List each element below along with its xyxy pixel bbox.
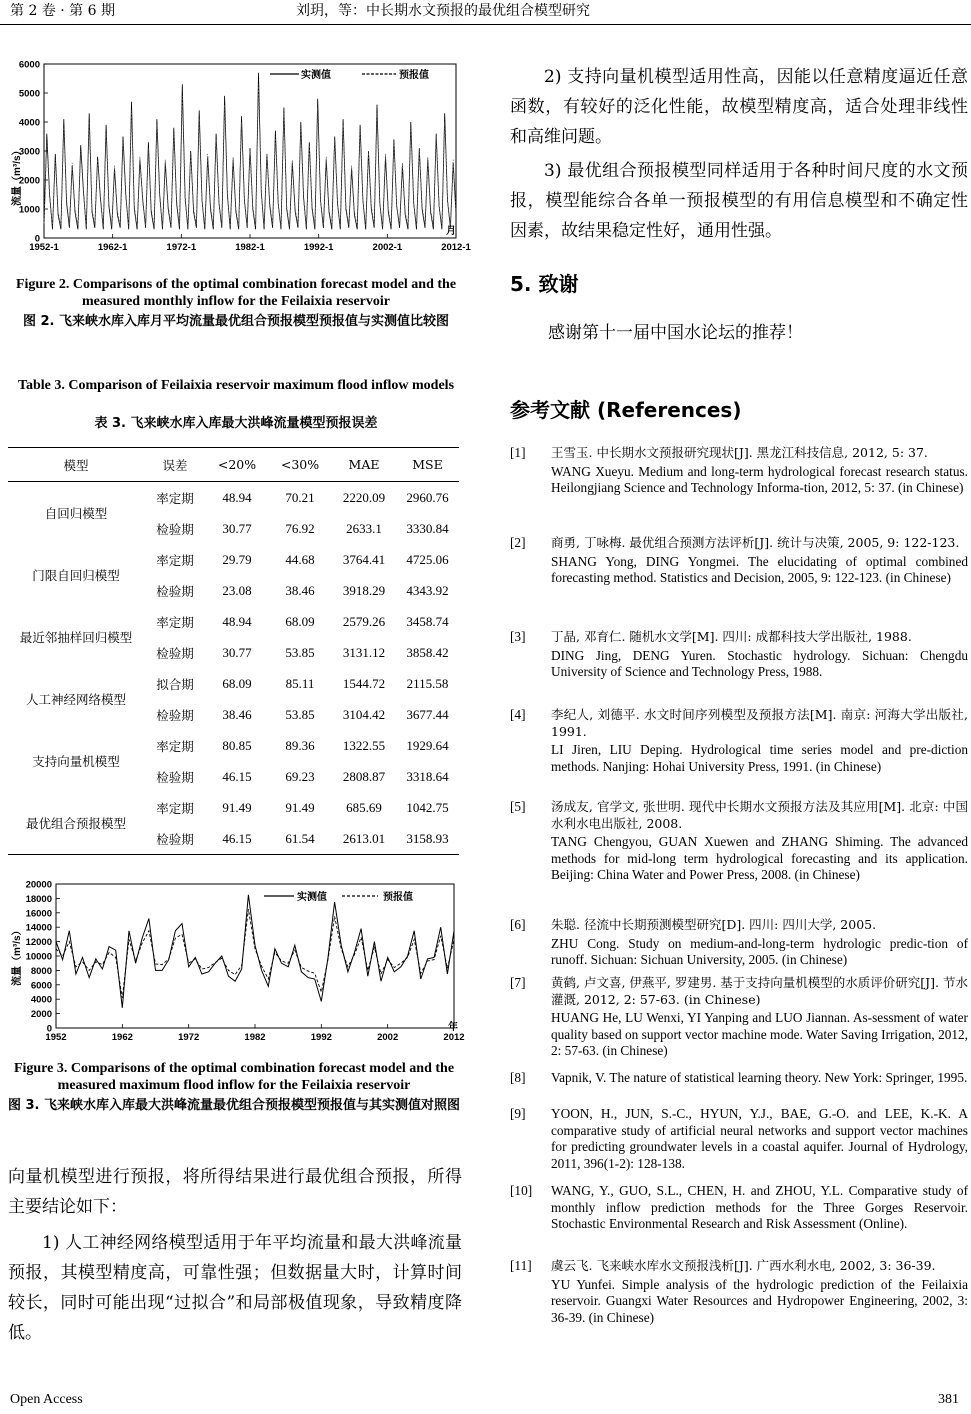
- reference-number: [4]: [510, 707, 526, 722]
- table3-period-cell: 检验期: [156, 707, 194, 723]
- f3-x-tick-label: 1972: [178, 1032, 200, 1043]
- right-body-paragraph-1: 2) 支持向量机模型适用性高，因能以任意精度逼近任意函数，有较好的泛化性能，故模型精度高，适合处理非线性和高维问题。: [510, 67, 968, 147]
- table3-model-name: 人工神经网络模型: [25, 692, 126, 707]
- table-row: [8, 668, 459, 699]
- reference-body: [551, 707, 968, 775]
- table3-value-cell: 2115.58: [406, 675, 449, 691]
- reference-number: [8]: [510, 1070, 526, 1085]
- f2-x-tick-label: 1982-1: [235, 242, 265, 253]
- table3-period-cell: 拟合期: [156, 676, 194, 692]
- table3-value-cell: 2579.26: [342, 613, 386, 629]
- table-row: [8, 606, 459, 637]
- reference-body: [551, 1183, 968, 1233]
- table3-model-name: 最优组合预报模型: [8, 792, 144, 855]
- f2-x-tick-label: 1962-1: [97, 242, 128, 253]
- references-title: 参考文献 (References): [510, 398, 742, 422]
- f2-x-tick-label: 2002-1: [372, 242, 403, 253]
- reference-number: [6]: [510, 917, 526, 932]
- table3-value-cell: 4343.92: [406, 582, 449, 598]
- reference-citation-en: YOON, H., JUN, S.-C., HYUN, Y.J., BAE, G.-O. and LEE, K.-K. A comparative study of artificial neural networks and support vector machines for predicting groundwater levels in a coastal aquifer. Journal of Hydrology, 2011, 396(1-2): 128-138.: [551, 1106, 968, 1171]
- table3-value-cell: 685.69: [346, 799, 382, 815]
- f3-x-tick-label: 1952: [45, 1032, 67, 1043]
- reference-body: [551, 917, 968, 969]
- table3-value-cell: 3918.29: [342, 582, 386, 598]
- figure3-y-label: 流量（m³/s）: [12, 925, 23, 986]
- footer-open-access: Open Access: [10, 1392, 83, 1407]
- f3-plot-frame: [56, 884, 454, 1028]
- table3-value-cell: 76.92: [285, 520, 315, 536]
- figure3-x-ticks: [45, 1024, 464, 1043]
- reference-body: [551, 975, 968, 1060]
- table3-value-cell: 68.09: [285, 613, 315, 629]
- right-body-paragraph-2: 3) 最优组合预报模型同样适用于各种时间尺度的水文预报，模型能综合各单一预报模型的有用信息模型和不确定性因素，故结果稳定性好，通用性强。: [510, 161, 968, 241]
- table3-period-cell: 率定期: [156, 738, 194, 754]
- left-body-paragraph-2: 1) 人工神经网络模型适用于年平均流量和最大洪峰流量预报，其模型精度高，可靠性强；但数据量大时，计算时间较长，同时可能出现“过拟合”和局部极值现象，导致精度降低。: [8, 1233, 462, 1343]
- table3-period-cell: 率定期: [156, 490, 194, 506]
- table3-value-cell: 91.49: [222, 799, 252, 815]
- f2-x-tick-label: 2012-1: [441, 242, 471, 253]
- figure3-series-measured: [56, 895, 454, 1008]
- table-row: [8, 730, 459, 761]
- figure3-chart: [8, 874, 464, 1050]
- reference-citation-en: WANG Xueyu. Medium and long-term hydrological forecast research status. Heilongjiang Science and Technology Informa-tion, 2012, 5: 37. (in Chinese): [551, 463, 968, 495]
- f3-y-tick-label: 6000: [30, 980, 52, 992]
- f2-y-tick-label: 4000: [18, 117, 40, 129]
- table3-period-cell: 率定期: [156, 552, 194, 568]
- table3-value-cell: 3858.42: [406, 644, 449, 660]
- header-title: 刘玥，等：中长期水文预报的最优组合模型研究: [296, 3, 590, 19]
- table3-value-cell: 3104.42: [342, 706, 386, 722]
- reference-number: [7]: [510, 975, 526, 990]
- table3-value-cell: 2633.1: [346, 520, 382, 536]
- figure2-x-end-label: 月: [446, 226, 456, 237]
- reference-number: [5]: [510, 799, 526, 814]
- table3-value-cell: 38.46: [285, 582, 315, 598]
- table3-model-name: 最近邻抽样回归模型: [19, 630, 133, 645]
- table3-value-cell: 3318.64: [406, 768, 449, 784]
- reference-body: [551, 629, 968, 681]
- figure2-legend-forecast: 预报值: [399, 70, 429, 81]
- table3-model-name: 门限自回归模型: [32, 568, 120, 583]
- table3-value-cell: 3764.41: [342, 551, 386, 567]
- reference-citation-zh: 汤成友, 官学文, 张世明. 现代中长期水文预报方法及其应用[M]. 北京: 中国水利水电出版社, 2008.: [551, 799, 968, 831]
- reference-number: [11]: [510, 1258, 532, 1273]
- f2-x-tick-label: 1992-1: [303, 242, 334, 253]
- f2-y-tick-label: 6000: [18, 59, 40, 71]
- table3-value-cell: 46.15: [222, 768, 252, 784]
- table3-value-cell: 48.94: [222, 489, 252, 505]
- table3-caption-zh: 表 3. 飞来峡水库入库最大洪峰流量模型预报误差: [94, 416, 378, 431]
- figure2-chart: [8, 56, 471, 268]
- table3-value-cell: 61.54: [268, 823, 332, 855]
- reference-citation-en: WANG, Y., GUO, S.L., CHEN, H. and ZHOU, Y.L. Comparative study of monthly inflow prediction methods for the Three Gorges Reservoir. Stochastic Environmental Research and Risk Assessment (Online).: [551, 1183, 968, 1231]
- table-row: [8, 482, 459, 514]
- table3-value-cell: 1929.64: [406, 737, 449, 753]
- figure3-caption-zh: 图 3. 飞来峡水库入库最大洪峰流量最优组合预报模型预报值与其实测值对照图: [7, 1098, 461, 1113]
- reference-citation-en: SHANG Yong, DING Yongmei. The elucidating of optimal combined forecasting method. Statistics and Decision, 2005, 9: 122-123. (in Chinese): [551, 553, 968, 585]
- table3-value-cell: 85.11: [285, 675, 315, 691]
- table3-value-cell: 53.85: [285, 706, 315, 722]
- table3-value-cell: 48.94: [222, 613, 252, 629]
- reference-body: [551, 799, 968, 884]
- reference-body: [551, 1070, 968, 1087]
- table3-period-cell: 率定期: [156, 614, 194, 630]
- table3-value-cell: 2220.09: [342, 489, 386, 505]
- header-rule: [0, 24, 971, 25]
- reference-body: [551, 1106, 968, 1172]
- f3-y-tick-label: 14000: [25, 922, 52, 934]
- reference-citation-en: DING Jing, DENG Yuren. Stochastic hydrology. Sichuan: Chengdu University of Science and Technology Press, 1988.: [551, 647, 968, 679]
- f3-y-tick-label: 20000: [25, 879, 52, 891]
- table3-header-cell: <20%: [206, 448, 268, 482]
- reference-number: [3]: [510, 629, 526, 644]
- figure3-x-end-label: 年: [448, 1022, 458, 1033]
- figure2-y-label: 流量（m³/s）: [12, 145, 23, 206]
- figure2-series-forecast: [44, 84, 456, 226]
- table3-value-cell: 68.09: [222, 675, 252, 691]
- section5-title: 5. 致谢: [510, 272, 579, 296]
- figure2-x-ticks: [29, 234, 471, 253]
- table3-period-cell: 率定期: [156, 800, 194, 816]
- figure2-legend-measured: 实测值: [301, 70, 331, 81]
- reference-citation-en: ZHU Cong. Study on medium-and-long-term hydrologic predic-tion of runoff. Sichuan: Sichuan University, 2005. (in Chinese): [551, 935, 968, 967]
- table3-period-cell: 检验期: [156, 769, 194, 785]
- f2-y-tick-label: 5000: [18, 88, 40, 100]
- reference-number: [9]: [510, 1106, 526, 1121]
- reference-citation-en: LI Jiren, LIU Deping. Hydrological time series model and pre-diction methods. Nanjing: Hohai University Press, 1991. (in Chinese): [551, 742, 968, 774]
- table3-value-cell: 4725.06: [406, 551, 449, 567]
- table3-value-cell: 23.08: [222, 582, 252, 598]
- table3-value-cell: 2960.76: [406, 489, 449, 505]
- f2-x-tick-label: 1952-1: [29, 242, 59, 253]
- reference-citation-zh: 朱聪. 径流中长期预测模型研究[D]. 四川: 四川大学, 2005.: [551, 917, 877, 932]
- reference-citation-zh: 王雪玉. 中长期水文预报研究现状[J]. 黑龙江科技信息, 2012, 5: 37.: [551, 445, 928, 460]
- table-row: [8, 792, 459, 823]
- f3-y-tick-label: 2000: [30, 1009, 52, 1021]
- table-row: [8, 544, 459, 575]
- header-volume: 第 2 卷 · 第 6 期: [10, 3, 115, 19]
- table3-value-cell: 3677.44: [406, 706, 449, 722]
- reference-body: [551, 445, 968, 497]
- figure3-legend-measured: 实测值: [297, 892, 327, 903]
- f3-y-tick-label: 0: [46, 1023, 52, 1035]
- table3-value-cell: 30.77: [222, 520, 252, 536]
- f3-x-tick-label: 1962: [111, 1032, 133, 1043]
- reference-citation-zh: 虞云飞. 飞来峡水库水文预报浅析[J]. 广西水利水电, 2002, 3: 36-39.: [551, 1258, 936, 1273]
- table3-value-cell: 1544.72: [342, 675, 386, 691]
- f2-y-tick-label: 1000: [18, 204, 40, 216]
- reference-number: [1]: [510, 445, 526, 460]
- table3-period-cell: 检验期: [144, 823, 206, 855]
- figure3-legend-forecast: 预报值: [383, 892, 413, 903]
- table3-value-cell: 91.49: [285, 799, 315, 815]
- table3-value-cell: 1322.55: [342, 737, 386, 753]
- section5-text: 感谢第十一届中国水论坛的推荐！: [548, 323, 803, 343]
- table3-period-cell: 检验期: [156, 645, 194, 661]
- f3-y-tick-label: 18000: [25, 893, 52, 905]
- f3-y-tick-label: 10000: [25, 951, 52, 963]
- f2-y-tick-label: 0: [34, 233, 40, 245]
- figure3-y-ticks: [26, 880, 60, 1035]
- reference-citation-zh: 黄鹤, 卢文喜, 伊燕平, 罗建男. 基于支持向量机模型的水质评价研究[J]. 节水灌溉, 2012, 2: 57-63. (in Chinese): [551, 975, 968, 1007]
- table3-value-cell: 3458.74: [406, 613, 449, 629]
- table3-value-cell: 46.15: [206, 823, 268, 855]
- table3-value-cell: 3330.84: [406, 520, 449, 536]
- table3-header-cell: <30%: [268, 448, 332, 482]
- page-number: 381: [938, 1392, 959, 1407]
- f2-y-tick-label: 2000: [18, 175, 40, 187]
- table3-value-cell: 2613.01: [332, 823, 396, 855]
- f3-x-tick-label: 2002: [377, 1032, 399, 1043]
- table3-value-cell: 69.23: [285, 768, 315, 784]
- table3-model-name: 自回归模型: [44, 506, 108, 521]
- reference-number: [2]: [510, 535, 526, 550]
- table3: [8, 447, 459, 855]
- reference-citation-en: Vapnik, V. The nature of statistical learning theory. New York: Springer, 1995.: [551, 1070, 968, 1085]
- left-body-paragraph-1: 向量机模型进行预报，将所得结果进行最优组合预报，所得主要结论如下：: [8, 1167, 462, 1217]
- reference-citation-en: YU Yunfei. Simple analysis of the hydrologic prediction of the Feilaixia reservoir. Guangxi Water Resources and Hydropower Engineering, 2002, 3: 36-39. (in Chinese): [551, 1276, 968, 1325]
- reference-citation-zh: 李纪人, 刘德平. 水文时间序列模型及预报方法[M]. 南京: 河海大学出版社, 1991.: [551, 707, 968, 739]
- table3-value-cell: 38.46: [222, 706, 252, 722]
- table3-value-cell: 80.85: [222, 737, 252, 753]
- table3-body: [8, 482, 459, 855]
- reference-citation-zh: 商勇, 丁咏梅. 最优组合预测方法评析[J]. 统计与决策, 2005, 9: 122-123.: [551, 535, 960, 550]
- f3-y-tick-label: 12000: [25, 937, 52, 949]
- table3-header-cell: MAE: [332, 448, 396, 482]
- reference-number: [10]: [510, 1183, 533, 1198]
- table3-value-cell: 2808.87: [342, 768, 386, 784]
- table3-header-cell: 误差: [144, 448, 206, 482]
- table3-header-cell: MSE: [396, 448, 459, 482]
- f3-y-tick-label: 16000: [25, 908, 52, 920]
- f3-y-tick-label: 4000: [30, 994, 52, 1006]
- f3-y-tick-label: 8000: [30, 965, 52, 977]
- table3-period-cell: 检验期: [156, 521, 194, 537]
- table3-value-cell: 1042.75: [406, 799, 449, 815]
- table3-value-cell: 3158.93: [396, 823, 459, 855]
- table3-value-cell: 30.77: [222, 644, 252, 660]
- reference-body: [551, 535, 968, 587]
- f3-x-tick-label: 1992: [310, 1032, 332, 1043]
- table3-value-cell: 44.68: [285, 551, 315, 567]
- table3-header-row: [8, 448, 459, 482]
- table3-value-cell: 29.79: [222, 551, 252, 567]
- table3-header-cell: 模型: [8, 448, 144, 482]
- figure2-caption-en: Figure 2. Comparisons of the optimal combination forecast model and the measured monthly inflow for the Feilaixia reservoir: [15, 277, 457, 309]
- running-header: [0, 0, 971, 24]
- table3-value-cell: 53.85: [285, 644, 315, 660]
- figure3-caption-en: Figure 3. Comparisons of the optimal combination forecast model and the measured maximum flood inflow for the Feilaixia reservoir: [13, 1061, 455, 1093]
- figure3-axes: [56, 884, 454, 1028]
- f2-y-tick-label: 3000: [18, 146, 40, 158]
- table3-caption-en: Table 3. Comparison of Feilaixia reservoir maximum flood inflow models: [17, 378, 455, 393]
- table3-period-cell: 检验期: [156, 583, 194, 599]
- f3-x-tick-label: 1982: [244, 1032, 266, 1043]
- reference-citation-en: TANG Chengyou, GUAN Xuewen and ZHANG Shiming. The advanced methods for mid-long term hydrological forecasting and its application. Beijing: China Water and Power Press, 2008. (in Chinese): [551, 834, 968, 882]
- table3-value-cell: 89.36: [285, 737, 315, 753]
- reference-citation-zh: 丁晶, 邓育仁. 随机水文学[M]. 四川: 成都科技大学出版社, 1988.: [551, 629, 912, 644]
- f3-x-tick-label: 2012: [443, 1032, 465, 1043]
- figure2-caption-zh: 图 2. 飞来峡水库入库月平均流量最优组合预报模型预报值与实测值比较图: [22, 314, 450, 329]
- f2-x-tick-label: 1972-1: [166, 242, 197, 253]
- table3-value-cell: 3131.12: [342, 644, 386, 660]
- reference-citation-en: HUANG He, LU Wenxi, YI Yanping and LUO Jiannan. As-sessment of water quality based on support vector machine mode. Water Saving Irrigation, 2012, 2: 57-63. (in Chinese): [551, 1010, 968, 1058]
- reference-body: [551, 1258, 968, 1326]
- table3-model-name: 支持向量机模型: [32, 754, 120, 769]
- table3-value-cell: 70.21: [285, 489, 315, 505]
